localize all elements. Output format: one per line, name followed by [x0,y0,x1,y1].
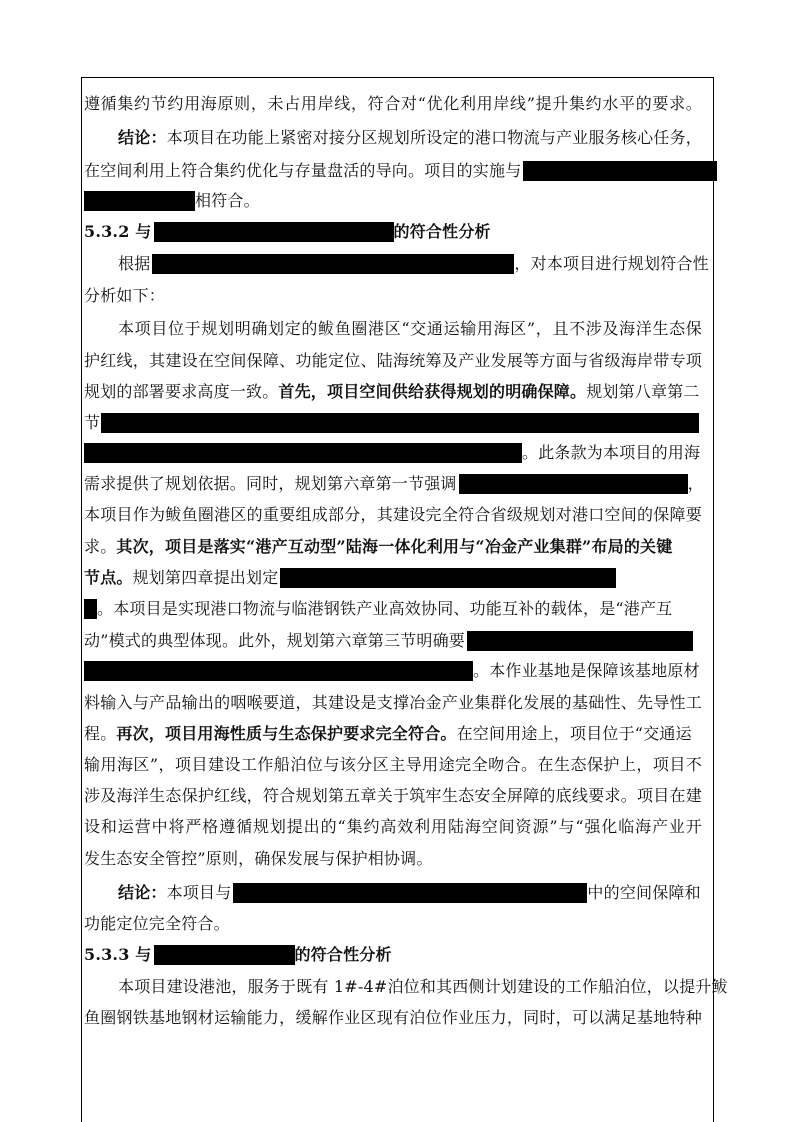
text-line: 节点。规划第四章提出划定 [84,567,616,589]
section-heading-5-3-2: 5.3.2 与 的符合性分析 [84,222,491,241]
text-line: 规划的部署要求高度一致。首先，项目空间供给获得规划的明确保障。规划第八章第二 [84,382,700,401]
text-line: 功能定位完全符合。 [84,914,230,933]
redaction-bar [154,222,394,242]
redaction-bar [467,631,693,651]
redaction-bar [459,474,688,494]
conclusion-paragraph: 结论：本项目与 中的空间保障和 [118,883,701,902]
redaction-bar [84,443,522,463]
section-heading-5-3-3: 5.3.3 与 的符合性分析 [84,945,392,964]
text-line: 涉及海洋生态保护红线，符合规划第五章关于筑牢生态安全屏障的底线要求。项目在建 [84,786,702,805]
redaction-bar [233,883,587,903]
text-line: 料输入与产品输出的咽喉要道，其建设是支撑冶金产业集群化发展的基础性、先导性工 [84,693,702,712]
conclusion-paragraph: 结论：本项目在功能上紧密对接分区规划所设定的港口物流与产业服务核心任务， [118,128,702,147]
text-line: 鱼圈钢铁基地钢材运输能力，缓解作业区现有泊位作业压力，同时，可以满足基地特种 [84,1008,702,1027]
redaction-bar [84,661,473,681]
text-line: 分析如下： [84,286,166,305]
text-line: 本项目作为鲅鱼圈港区的重要组成部分，其建设完全符合省级规划对港口空间的保障要 [84,505,702,524]
text-line: 求。其次，项目是落实“港产互动型”陆海一体化利用与“冶金产业集群”布局的关键 [84,537,673,556]
redaction-bar [280,568,616,588]
text-line: 本项目位于规划明确划定的鲅鱼圈港区“交通运输用海区”，且不涉及海洋生态保 [118,319,702,338]
text-line: 发生态安全管控”原则，确保发展与保护相协调。 [84,849,433,868]
redaction-bar [101,413,699,433]
text-line: 护红线，其建设在空间保障、功能定位、陆海统筹及产业发展等方面与省级海岸带专项 [84,351,702,370]
text-line: 程。再次，项目用海性质与生态保护要求完全符合。在空间用途上，项目位于“交通运 [84,724,692,743]
text-line: 设和运营中将严格遵循规划提出的“集约高效利用陆海空间资源”与“强化临海产业开 [84,817,702,836]
text-line: 根据 ，对本项目进行规划符合性 [118,254,709,273]
text-line: 本项目建设港池，服务于既有 1#-4#泊位和其西侧计划建设的工作船泊位，以提升鲅 [118,977,728,996]
text-line: 输用海区”，项目建设工作船泊位与该分区主导用途完全吻合。在生态保护上，项目不 [84,755,702,774]
text-line: 需求提供了规划依据。同时，规划第六章第一节强调 ， [84,474,704,493]
text-line: 。本项目是实现港口物流与临港钢铁产业高效协同、功能互补的载体，是“港产互 [84,598,672,620]
redaction-bar [523,161,717,181]
text-line: 相符合。 [84,190,260,212]
text-line: 在空间利用上符合集约优化与存量盘活的导向。项目的实施与 [84,160,717,182]
redaction-bar [84,191,195,211]
text-line: 。本作业基地是保障该基地原材 [84,660,700,682]
text-line: 。此条款为本项目的用海 [84,442,700,464]
redaction-bar [84,599,97,619]
text-line: 动”模式的典型体现。此外，规划第六章第三节明确要 [84,630,693,652]
text-line: 遵循集约节约用海原则，未占用岸线，符合对“优化利用岸线”提升集约水平的要求。 [84,94,702,113]
redaction-bar [152,254,514,274]
text-line: 节 [84,412,699,434]
redaction-bar [154,945,295,965]
